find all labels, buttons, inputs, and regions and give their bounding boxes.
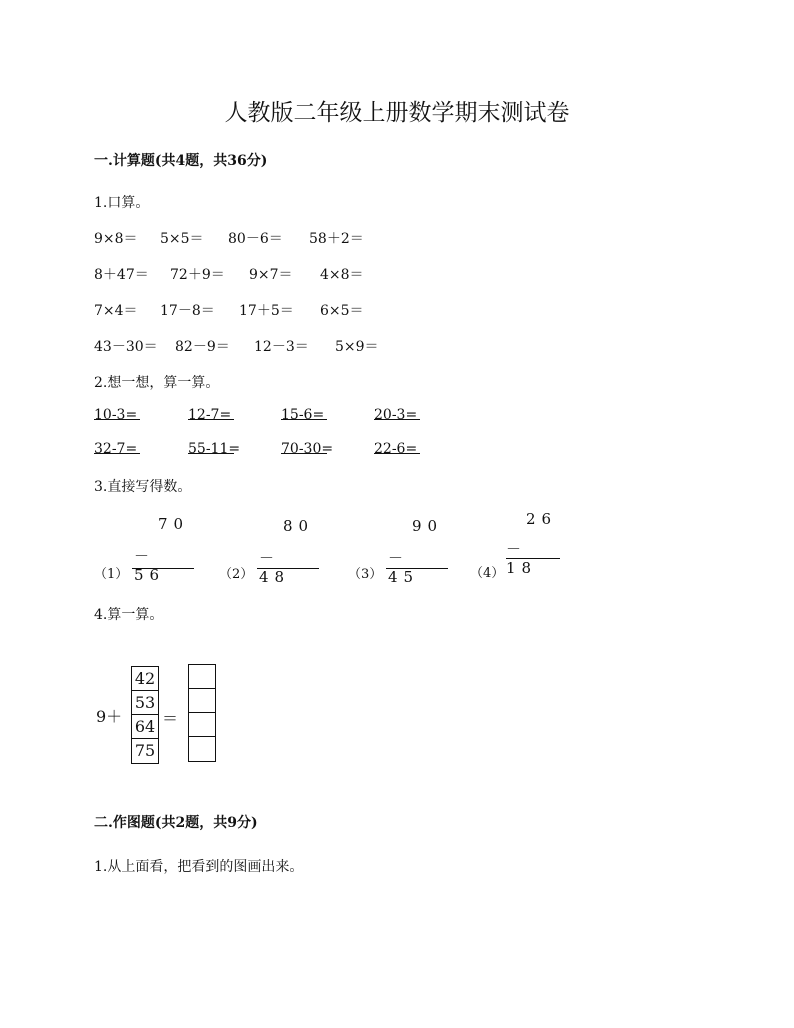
subtrahend: －18 [506, 540, 538, 577]
problem: 12－3＝ [254, 339, 309, 355]
problem-number: （1） [94, 567, 129, 582]
minuend: 26 [526, 510, 558, 528]
problem-text: 12-7= [188, 407, 232, 423]
section-heading-drawing: 二.作图题(共2题，共9分) [94, 815, 258, 831]
problem-text: 32-7= [94, 441, 138, 457]
problem: 72＋9＝ [170, 267, 225, 283]
problem-text: 20-3= [374, 407, 418, 423]
problem: 17－8＝ [160, 303, 215, 319]
addend: 9＋ [96, 707, 123, 726]
problem-text: 15-6= [281, 407, 325, 423]
subtrahend: －48 [259, 549, 291, 586]
answer-blank[interactable] [281, 407, 327, 420]
page-title: 人教版二年级上册数学期末测试卷 [224, 100, 570, 126]
answer-blank[interactable] [374, 441, 420, 454]
question-5-label: 1.从上面看，把看到的图画出来。 [94, 859, 304, 875]
value-cell: 42 [132, 667, 158, 691]
problem: 7×4＝ [94, 303, 138, 319]
answer-blank[interactable] [281, 441, 327, 454]
problem-text: 10-3= [94, 407, 138, 423]
problem: 4×8＝ [320, 267, 364, 283]
problem: 58＋2＝ [309, 231, 364, 247]
question-3-label: 3.直接写得数。 [94, 479, 192, 495]
problem-text: 55-11= [188, 441, 241, 457]
answer-line [257, 568, 319, 569]
minuend: 70 [158, 515, 190, 533]
answer-blank[interactable] [374, 407, 420, 420]
problem-number: （2） [219, 567, 254, 582]
problem: 8＋47＝ [94, 267, 149, 283]
answer-blank[interactable] [94, 407, 140, 420]
value-column [131, 666, 159, 764]
answer-cell[interactable] [189, 713, 215, 737]
equals-sign: ＝ [162, 709, 179, 728]
problem: 80－6＝ [228, 231, 283, 247]
subtrahend: －45 [388, 549, 420, 586]
problem: 5×9＝ [335, 339, 379, 355]
answer-line [132, 568, 194, 569]
problem: 43－30＝ [94, 339, 158, 355]
question-2-label: 2.想一想，算一算。 [94, 375, 220, 391]
answer-cell[interactable] [189, 737, 215, 761]
problem: 6×5＝ [320, 303, 364, 319]
question-4-label: 4.算一算。 [94, 607, 164, 623]
subtrahend: －56 [134, 547, 166, 584]
problem-text: 70-30= [281, 441, 334, 457]
problem-number: （3） [348, 567, 383, 582]
answer-line [506, 558, 560, 559]
problem: 9×7＝ [249, 267, 293, 283]
minuend: 90 [412, 517, 444, 535]
problem: 82－9＝ [175, 339, 230, 355]
question-1-label: 1.口算。 [94, 195, 150, 211]
section-heading-calculation: 一.计算题(共4题，共36分) [94, 153, 268, 169]
problem: 17＋5＝ [239, 303, 294, 319]
answer-cell[interactable] [189, 689, 215, 713]
minuend: 80 [283, 517, 315, 535]
answer-cell[interactable] [189, 665, 215, 689]
answer-blank[interactable] [188, 441, 234, 454]
value-cell: 64 [132, 715, 158, 739]
value-cell: 53 [132, 691, 158, 715]
answer-line [386, 568, 448, 569]
answer-blank[interactable] [188, 407, 234, 420]
problem-number: （4） [470, 566, 505, 581]
answer-blank[interactable] [94, 441, 140, 454]
problem: 5×5＝ [160, 231, 204, 247]
value-cell: 75 [134, 741, 156, 760]
answer-column [188, 664, 216, 762]
problem: 9×8＝ [94, 231, 138, 247]
problem-text: 22-6= [374, 441, 418, 457]
